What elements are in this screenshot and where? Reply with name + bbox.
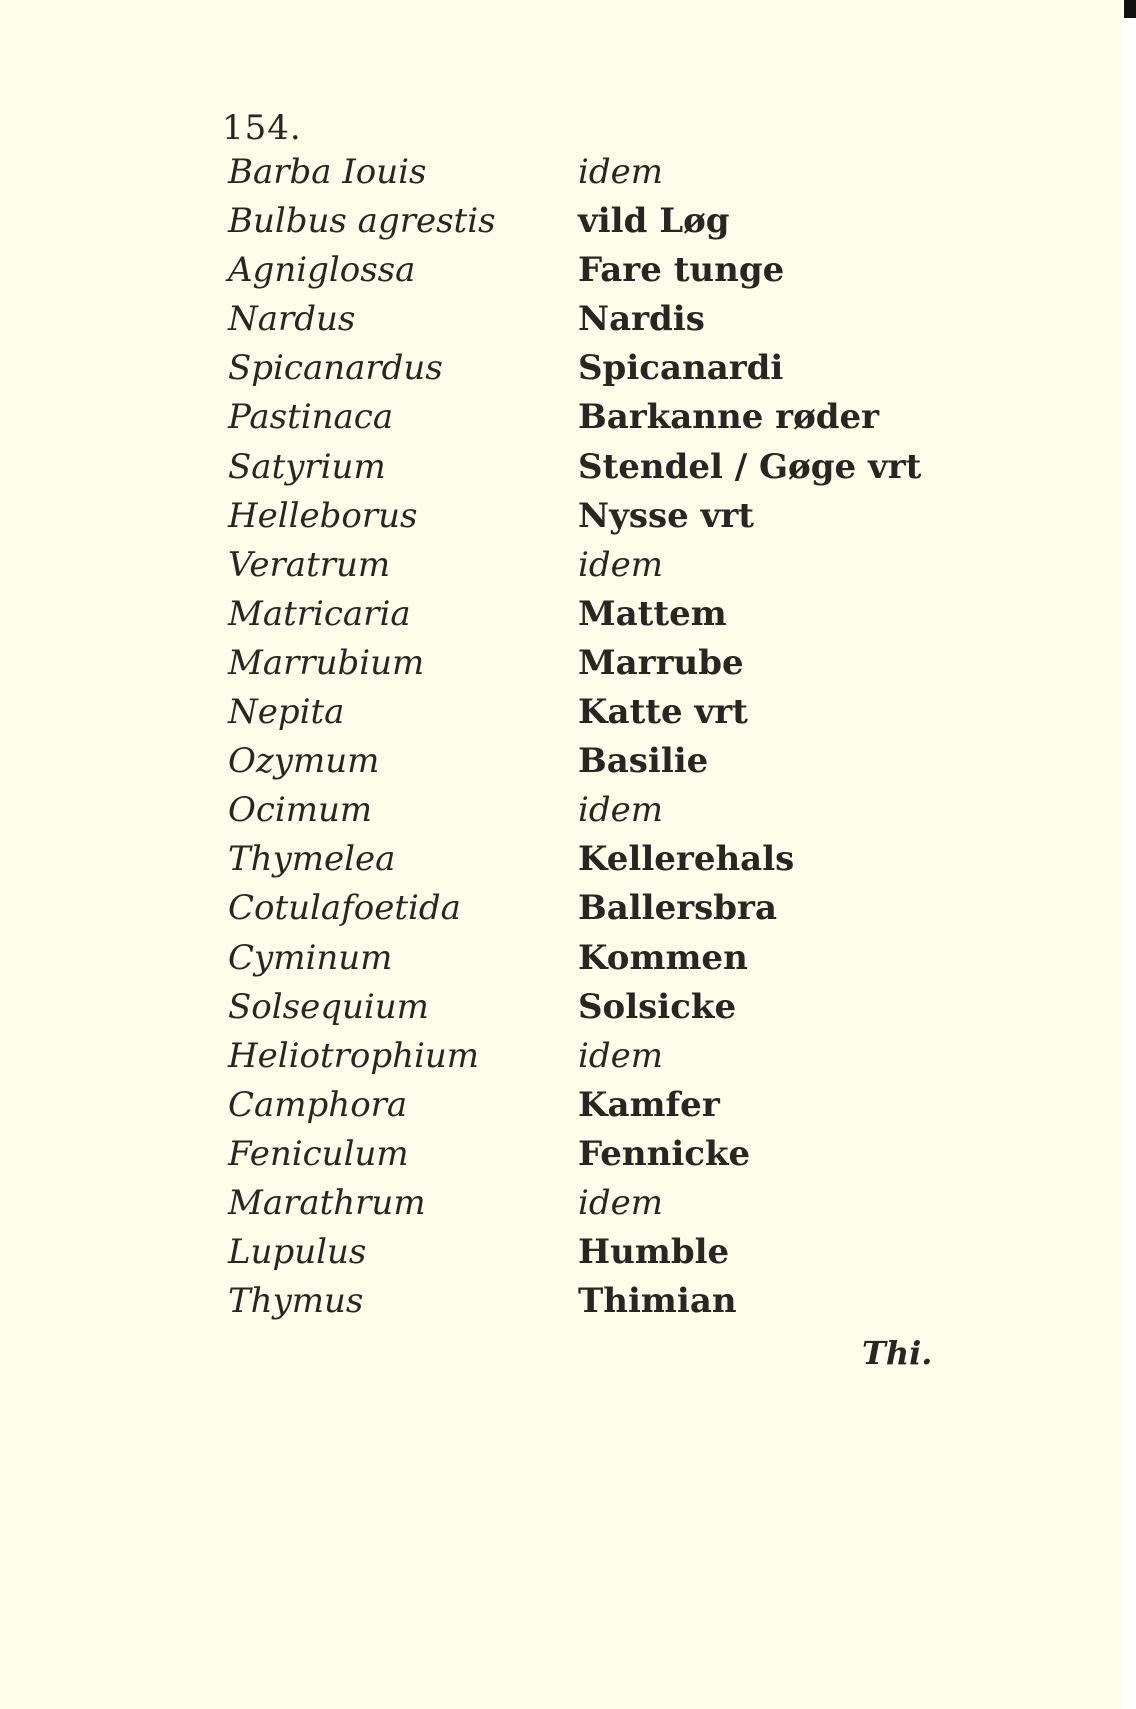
danish-term: Humble <box>578 1232 730 1273</box>
latin-term: Lupulus <box>228 1232 367 1273</box>
glossary-row <box>0 1034 1122 1083</box>
glossary-row <box>0 248 1122 297</box>
danish-term: Nysse vrt <box>578 495 754 536</box>
catchword: Thi. <box>862 1334 933 1372</box>
glossary-row <box>0 1132 1122 1181</box>
glossary-row <box>0 936 1122 985</box>
latin-term: Bulbus agrestis <box>228 201 496 242</box>
latin-term: Marrubium <box>228 642 425 683</box>
danish-term: Thimian <box>578 1281 737 1322</box>
latin-term: Agniglossa <box>228 250 416 291</box>
danish-term: Stendel / Gøge vrt <box>578 446 922 487</box>
latin-term: Solsequium <box>228 986 429 1027</box>
glossary-row <box>0 739 1122 788</box>
danish-term: Ballersbra <box>578 888 778 929</box>
danish-term: Nardis <box>578 299 705 340</box>
glossary-row <box>0 1279 1122 1328</box>
page-number: 154. <box>222 108 302 148</box>
latin-term: Barba Iouis <box>228 152 427 192</box>
glossary-row <box>0 543 1122 592</box>
danish-term: Katte vrt <box>578 692 748 733</box>
latin-term: Ozymum <box>228 741 380 782</box>
danish-term: Kommen <box>578 937 748 978</box>
glossary-row <box>0 199 1122 248</box>
latin-term: Nardus <box>228 299 356 340</box>
glossary-row <box>0 837 1122 886</box>
danish-term: Barkanne røder <box>578 397 880 438</box>
danish-term: Solsicke <box>578 986 737 1027</box>
latin-term: Pastinaca <box>228 397 394 438</box>
latin-term: Marathrum <box>228 1182 426 1223</box>
latin-term: Veratrum <box>228 544 391 585</box>
latin-term: Cyminum <box>228 937 393 978</box>
latin-term: Feniculum <box>228 1133 409 1174</box>
danish-term: idem <box>578 1182 663 1223</box>
danish-term: Fare tunge <box>578 250 785 291</box>
danish-term: Fennicke <box>578 1133 751 1174</box>
latin-term: Thymelea <box>228 839 396 880</box>
latin-term: Helleborus <box>228 495 418 536</box>
latin-term: Heliotrophium <box>228 1035 480 1076</box>
latin-term: Matricaria <box>228 593 411 634</box>
glossary-row <box>0 494 1122 543</box>
glossary-list <box>0 150 1122 1328</box>
scan-edge-mark <box>1124 0 1136 18</box>
glossary-row <box>0 1181 1122 1230</box>
glossary-row <box>0 150 1122 199</box>
danish-term: Kamfer <box>578 1084 720 1125</box>
glossary-row <box>0 297 1122 346</box>
danish-term: Marrube <box>578 642 744 683</box>
danish-term: idem <box>578 790 663 831</box>
latin-term: Satyrium <box>228 446 386 487</box>
glossary-row <box>0 1230 1122 1279</box>
danish-term: Kellerehals <box>578 839 795 880</box>
glossary-row <box>0 1083 1122 1132</box>
latin-term: Thymus <box>228 1281 364 1322</box>
glossary-row <box>0 690 1122 739</box>
danish-term: idem <box>578 544 663 585</box>
glossary-row <box>0 788 1122 837</box>
danish-term: idem <box>578 152 663 192</box>
latin-term: Spicanardus <box>228 348 443 389</box>
glossary-row <box>0 445 1122 494</box>
glossary-row <box>0 346 1122 395</box>
latin-term: Camphora <box>228 1084 408 1125</box>
glossary-row <box>0 395 1122 444</box>
latin-term: Ocimum <box>228 790 373 831</box>
danish-term: Basilie <box>578 741 709 782</box>
danish-term: vild Løg <box>578 201 730 242</box>
glossary-row <box>0 985 1122 1034</box>
glossary-row <box>0 886 1122 935</box>
danish-term: Spicanardi <box>578 348 784 389</box>
latin-term: Cotulafoetida <box>228 888 461 929</box>
glossary-row <box>0 641 1122 690</box>
danish-term: Mattem <box>578 593 727 634</box>
danish-term: idem <box>578 1035 663 1076</box>
glossary-row <box>0 592 1122 641</box>
latin-term: Nepita <box>228 692 345 733</box>
